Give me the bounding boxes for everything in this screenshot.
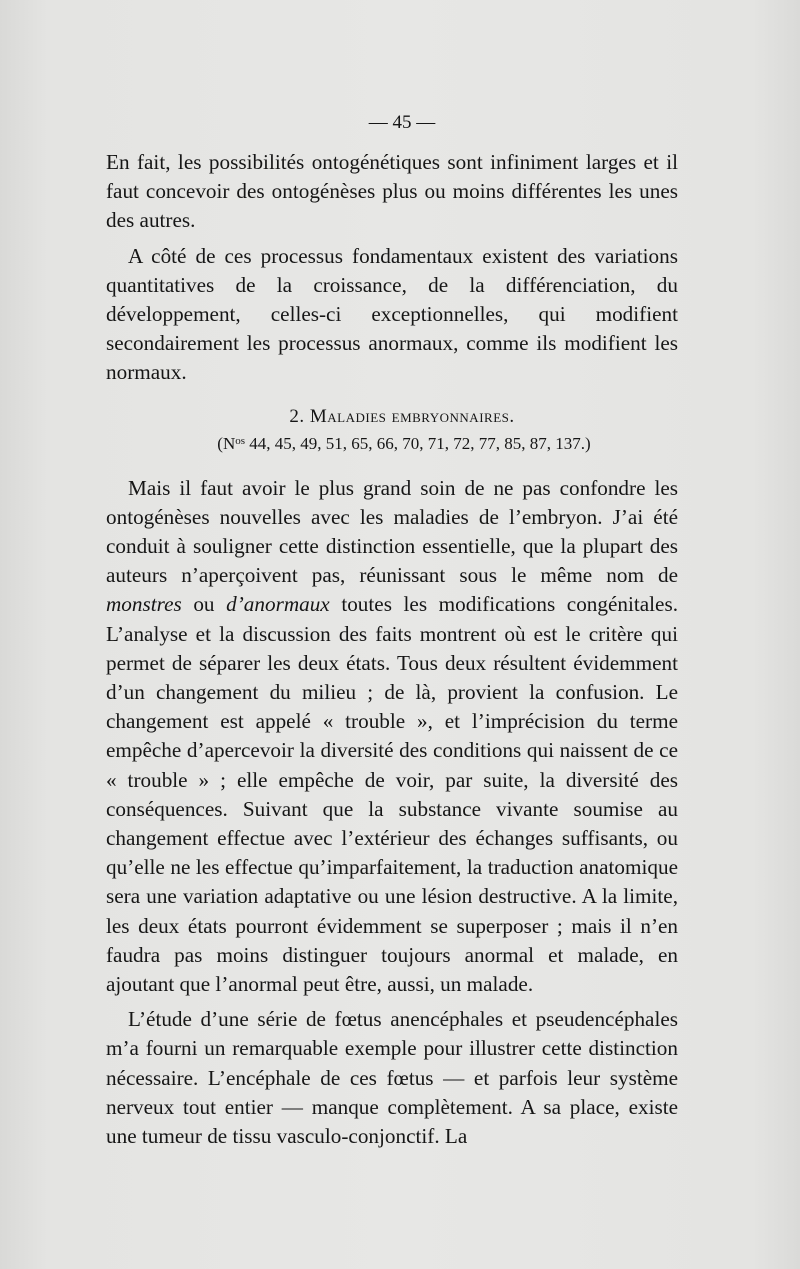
document-page — [106, 112, 678, 1151]
paragraph-1: En fait, les possibilités ontogénétiques sont infiniment larges et il faut concevoir des ontogénèses plus ou moins différentes les unes des autres. — [106, 150, 678, 233]
paragraph-3-part-2: ou — [181, 592, 227, 617]
section-title: Maladies embryonnaires. — [309, 405, 515, 427]
page-number: — 45 — — [368, 112, 436, 133]
paragraph-3-emphasis-1: monstres — [106, 592, 182, 617]
refs-list: 44, 45, 49, 51, 65, 66, 70, 71, 72, 77, 85, 87, 137.) — [245, 433, 591, 453]
paragraph-3 — [106, 474, 678, 1000]
section-number: 2. — [289, 405, 305, 427]
paragraph-2: A côté de ces processus fondamentaux existent des variations quantitatives de la croissance, de la différenciation, du développement, celles-ci exceptionnelles, qui modifient secondairement les processus anormaux, comme ils modifient les normaux. — [106, 243, 678, 385]
paragraph-3-part-1: Mais il faut avoir le plus grand soin de ne pas confondre les ontogénèses nouvelles avec les maladies de l’embryon. J’ai été conduit à souligner cette distinction essentielle, que la plupart des auteurs n’aperçoivent pas, réunissant sous le même nom de — [106, 475, 678, 588]
paragraph-3-emphasis-2: d’anormaux — [226, 592, 330, 617]
paragraph-3-part-3: toutes les modifications congénitales. L’analyse et la discussion des faits montrent où est le critère qui permet de séparer les deux états. Tous deux résultent évidemment d’un changement du milieu ; de là, provient la confusion. Le changement est appelé « trouble », et l’imprécision du terme empêche d’apercevoir la diversité des conditions qui naissent de ce « trouble » ; elle empêche de voir, par suite, la diversité des conséquences. Suivant que la substance vivante soumise au changement effectue avec l’extérieur des échanges suffisants, ou qu’elle ne les effectue qu’imparfaitement, la traduction anatomique sera une variation adaptative ou une lésion destructive. A la limite, les deux états pourront évidemment se superposer ; mais il n’en faudra pas moins distinguer toujours anormal et malade, en ajoutant que l’anormal peut être, aussi, un malade. — [106, 592, 678, 997]
section-references — [106, 434, 678, 454]
refs-open: (N — [217, 433, 236, 453]
section-heading — [106, 406, 678, 428]
refs-superscript: os — [235, 434, 246, 447]
paragraph-4: L’étude d’une série de fœtus anencéphales et pseudencéphales m’a fourni un remarquable exemple pour illustrer cette distinction nécessaire. L’encéphale de ces fœtus — et parfois leur système nerveux tout entier — manque complètement. A sa place, existe une tumeur de tissu vasculo-conjonctif. La — [106, 1007, 678, 1149]
